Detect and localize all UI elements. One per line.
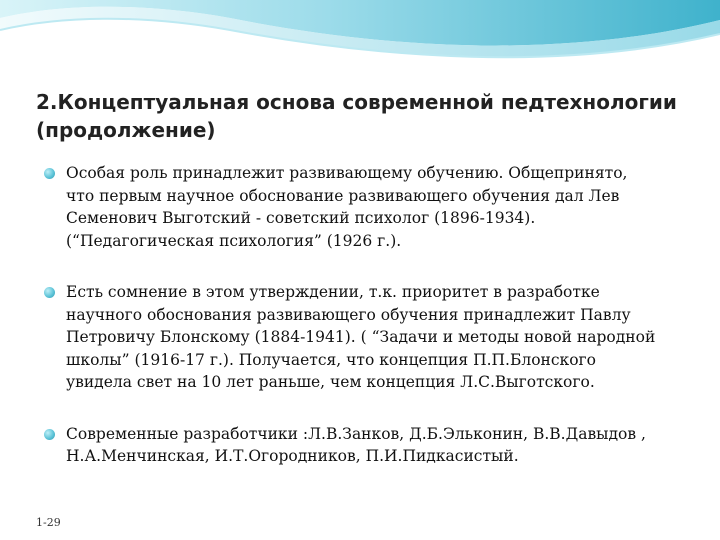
bullet-icon xyxy=(44,429,55,440)
top-wave-decoration xyxy=(0,0,720,80)
bullet-line: Особая роль принадлежит развивающему обучению. Общепринято, xyxy=(66,164,628,182)
bullet-line: Петровичу Блонскому (1884-1941). ( “Задачи и методы новой народной xyxy=(66,328,656,346)
bullet-line: Семенович Выготский - советский психолог (1896-1934). xyxy=(66,209,536,227)
bullet-line: увидела свет на 10 лет раньше, чем концепция Л.С.Выготского. xyxy=(66,373,595,391)
bullet-icon xyxy=(44,168,55,179)
bullet-item xyxy=(44,423,696,468)
bullet-line: Современные разработчики :Л.В.Занков, Д.Б.Эльконин, В.В.Давыдов , xyxy=(66,424,646,443)
slide-title-line-1: 2.Концептуальная основа современной педтехнологии xyxy=(36,90,677,114)
bullet-item xyxy=(44,162,696,252)
bullet-list xyxy=(44,162,696,468)
bullet-line: (“Педагогическая психология” (1926 г.). xyxy=(66,231,402,250)
bullet-icon xyxy=(44,287,55,298)
bullet-line: Н.А.Менчинская, И.Т.Огородников, П.И.Пидкасистый. xyxy=(66,447,519,465)
bullet-line: Есть сомнение в этом утверждении, т.к. приоритет в разработке xyxy=(66,283,600,301)
bullet-line: научного обоснования развивающего обучения принадлежит Павлу xyxy=(66,305,631,324)
bullet-item xyxy=(44,281,696,394)
slide-title xyxy=(36,88,696,144)
bullet-line: школы” (1916-17 г.). Получается, что концепция П.П.Блонского xyxy=(66,350,597,369)
bullet-line: что первым научное обоснование развивающего обучения дал Лев xyxy=(66,186,620,205)
slide-number: 1-29 xyxy=(36,516,61,529)
slide-title-line-2: (продолжение) xyxy=(36,118,216,142)
